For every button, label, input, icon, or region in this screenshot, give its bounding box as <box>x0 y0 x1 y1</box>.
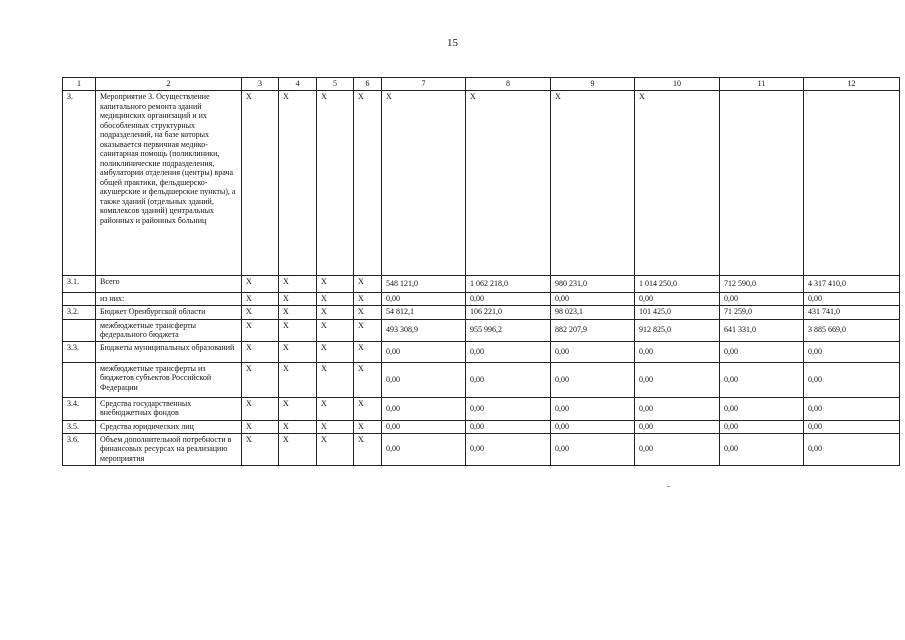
value-cell: 0,00 <box>382 420 466 433</box>
value-cell: 0,00 <box>720 341 804 362</box>
row-description: Бюджет Оренбургской области <box>96 305 242 319</box>
mark-cell: X <box>317 420 354 433</box>
row-number: 3.3. <box>63 341 96 362</box>
mark-cell: X <box>317 293 354 306</box>
table-row <box>63 91 900 276</box>
value-cell: 98 023,1 <box>551 305 635 319</box>
mark-cell: X <box>354 341 382 362</box>
value-cell: 3 885 669,0 <box>804 319 900 341</box>
value-cell: 0,00 <box>635 397 720 420</box>
mark-cell: X <box>279 319 317 341</box>
table-row <box>63 362 900 397</box>
column-header: 12 <box>804 78 900 91</box>
mark-cell: X <box>317 433 354 465</box>
mark-cell: X <box>354 91 382 276</box>
row-number: 3.6. <box>63 433 96 465</box>
value-cell: 0,00 <box>635 362 720 397</box>
mark-cell: X <box>354 293 382 306</box>
column-header: 5 <box>317 78 354 91</box>
mark-cell: X <box>317 319 354 341</box>
mark-cell: X <box>354 362 382 397</box>
column-header: 3 <box>242 78 279 91</box>
mark-cell: X <box>242 293 279 306</box>
mark-cell: X <box>354 433 382 465</box>
value-cell: 0,00 <box>466 293 551 306</box>
value-cell: 0,00 <box>720 420 804 433</box>
table-row <box>63 319 900 341</box>
mark-cell: X <box>354 276 382 293</box>
column-header: 11 <box>720 78 804 91</box>
value-cell: 0,00 <box>466 341 551 362</box>
mark-cell: X <box>279 420 317 433</box>
value-cell: 71 259,0 <box>720 305 804 319</box>
value-cell: 0,00 <box>804 433 900 465</box>
table-header-row <box>63 78 900 91</box>
column-header: 6 <box>354 78 382 91</box>
mark-cell: X <box>242 362 279 397</box>
row-description: Средства юридических лиц <box>96 420 242 433</box>
mark-cell: X <box>242 341 279 362</box>
table-row <box>63 433 900 465</box>
value-cell <box>720 91 804 276</box>
table-row <box>63 276 900 293</box>
mark-cell: X <box>354 319 382 341</box>
value-cell: 0,00 <box>551 293 635 306</box>
value-cell: 0,00 <box>382 433 466 465</box>
mark-cell: X <box>279 433 317 465</box>
table-row <box>63 305 900 319</box>
mark-cell: X <box>242 319 279 341</box>
value-cell: 0,00 <box>720 397 804 420</box>
row-description: Бюджеты муниципальных образований <box>96 341 242 362</box>
mark-cell: X <box>317 341 354 362</box>
value-cell: 980 231,0 <box>551 276 635 293</box>
mark-cell: X <box>242 397 279 420</box>
value-cell: 0,00 <box>551 433 635 465</box>
row-description: Средства государственных внебюджетных фондов <box>96 397 242 420</box>
value-cell: 548 121,0 <box>382 276 466 293</box>
value-cell: 0,00 <box>804 420 900 433</box>
mark-cell: X <box>317 362 354 397</box>
row-number <box>63 293 96 306</box>
row-number <box>63 362 96 397</box>
mark-cell: X <box>317 397 354 420</box>
value-cell: 0,00 <box>720 362 804 397</box>
table-row <box>63 420 900 433</box>
mark-cell: X <box>279 91 317 276</box>
value-cell: 0,00 <box>466 433 551 465</box>
mark-cell: X <box>279 341 317 362</box>
row-description: межбюджетные трансферты из бюджетов субъектов Российской Федерации <box>96 362 242 397</box>
mark-cell: X <box>242 420 279 433</box>
value-cell: 0,00 <box>720 293 804 306</box>
column-header: 4 <box>279 78 317 91</box>
value-cell: 641 331,0 <box>720 319 804 341</box>
value-cell: 0,00 <box>466 397 551 420</box>
value-cell: X <box>551 91 635 276</box>
value-cell: 1 014 250,0 <box>635 276 720 293</box>
mark-cell: X <box>354 397 382 420</box>
mark-cell: X <box>279 293 317 306</box>
value-cell: 0,00 <box>382 397 466 420</box>
row-description: Мероприятие 3. Осуществление капитального ремонта зданий медицинских организаций и их обособленных структурных подразделений, на базе которых оказывается первичная медико-санитарная помощь (поликлиники, поликлинические подразделения, амбулатории отделения (центры) врача общей практики, фельдшерско-акушерские и фельдшерские пункты), а также зданий (отдельных зданий, комплексов зданий) центральных районных и районных больниц <box>96 91 242 276</box>
row-description: из них: <box>96 293 242 306</box>
table-row <box>63 341 900 362</box>
value-cell: 0,00 <box>466 420 551 433</box>
column-header: 9 <box>551 78 635 91</box>
row-number: 3.1. <box>63 276 96 293</box>
value-cell: 0,00 <box>551 341 635 362</box>
value-cell: 4 317 410,0 <box>804 276 900 293</box>
value-cell: 106 221,0 <box>466 305 551 319</box>
column-header: 7 <box>382 78 466 91</box>
mark-cell: X <box>242 305 279 319</box>
financing-table <box>62 77 900 466</box>
row-number <box>63 319 96 341</box>
value-cell: 0,00 <box>551 362 635 397</box>
table-row <box>63 397 900 420</box>
row-number: 3.4. <box>63 397 96 420</box>
value-cell: 0,00 <box>635 293 720 306</box>
table-row <box>63 293 900 306</box>
value-cell: 0,00 <box>804 293 900 306</box>
value-cell: 493 308,9 <box>382 319 466 341</box>
row-number: 3.5. <box>63 420 96 433</box>
value-cell: 1 062 218,0 <box>466 276 551 293</box>
mark-cell: X <box>242 433 279 465</box>
value-cell: 101 425,0 <box>635 305 720 319</box>
column-header: 2 <box>96 78 242 91</box>
value-cell: 0,00 <box>466 362 551 397</box>
column-header: 8 <box>466 78 551 91</box>
value-cell: 0,00 <box>720 433 804 465</box>
value-cell: 0,00 <box>804 341 900 362</box>
page-number: 15 <box>447 37 458 49</box>
value-cell: 955 996,2 <box>466 319 551 341</box>
value-cell: X <box>635 91 720 276</box>
mark-cell: X <box>242 276 279 293</box>
mark-cell: X <box>354 305 382 319</box>
value-cell: 0,00 <box>635 433 720 465</box>
row-number: 3.2. <box>63 305 96 319</box>
value-cell: 54 812,1 <box>382 305 466 319</box>
column-header: 10 <box>635 78 720 91</box>
value-cell: 0,00 <box>382 362 466 397</box>
value-cell: 0,00 <box>382 341 466 362</box>
row-number: 3. <box>63 91 96 276</box>
row-description: межбюджетные трансферты федерального бюджета <box>96 319 242 341</box>
row-description: Объем дополнительной потребности в финансовых ресурсах на реализацию мероприятия <box>96 433 242 465</box>
mark-cell: X <box>354 420 382 433</box>
value-cell: 0,00 <box>804 397 900 420</box>
mark-cell: X <box>242 91 279 276</box>
mark-cell: X <box>279 305 317 319</box>
value-cell: 0,00 <box>382 293 466 306</box>
mark-cell: X <box>317 305 354 319</box>
value-cell <box>804 91 900 276</box>
value-cell: 882 207,9 <box>551 319 635 341</box>
value-cell: 0,00 <box>804 362 900 397</box>
value-cell: 0,00 <box>635 420 720 433</box>
mark-cell: X <box>279 276 317 293</box>
mark-cell: X <box>279 397 317 420</box>
value-cell: 912 825,0 <box>635 319 720 341</box>
row-description: Всего <box>96 276 242 293</box>
mark-cell: X <box>279 362 317 397</box>
scan-speck <box>667 486 670 487</box>
value-cell: 712 590,0 <box>720 276 804 293</box>
value-cell: 0,00 <box>551 397 635 420</box>
value-cell: 0,00 <box>551 420 635 433</box>
value-cell: X <box>382 91 466 276</box>
value-cell: 431 741,0 <box>804 305 900 319</box>
mark-cell: X <box>317 276 354 293</box>
mark-cell: X <box>317 91 354 276</box>
value-cell: X <box>466 91 551 276</box>
column-header: 1 <box>63 78 96 91</box>
value-cell: 0,00 <box>635 341 720 362</box>
